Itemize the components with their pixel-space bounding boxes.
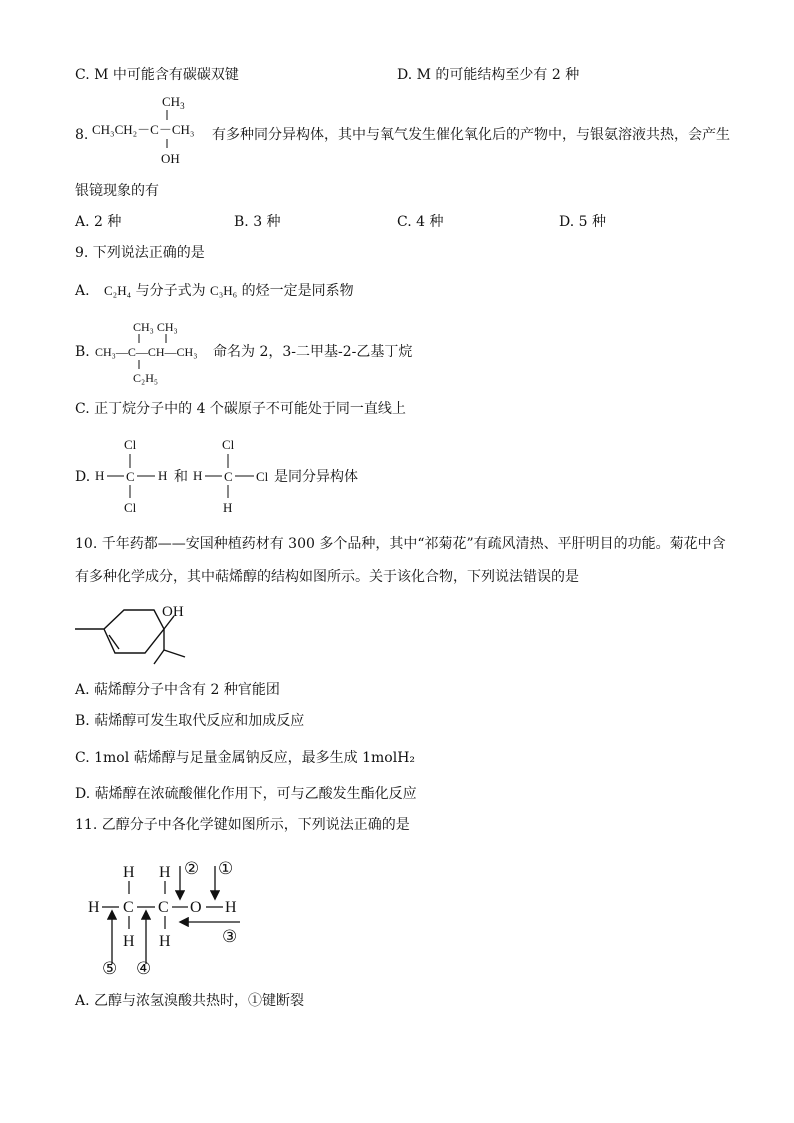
svg-text:H: H xyxy=(123,864,135,881)
q8-structural-formula xyxy=(92,90,212,170)
q9-a-mid: 与分子式为 xyxy=(135,283,206,299)
q9-a-formula1: C₂H₄ xyxy=(104,283,132,298)
svg-text:C: C xyxy=(224,469,233,484)
q8-ch3-top: $CH_3$ xyxy=(162,94,185,111)
q8-stem-line2: 银镜现象的有 xyxy=(75,183,159,199)
q8-stem-line1: 有多种同分异构体，其中与氧气发生催化氧化后的产物中，与银氨溶液共热，会产生 xyxy=(212,127,730,143)
q11-bond-label-5: ⑤ xyxy=(102,959,118,978)
q10-option-d: D. 萜烯醇在浓硫酸催化作用下，可与乙酸发生酯化反应 xyxy=(75,786,417,802)
svg-text:H: H xyxy=(123,933,135,950)
q11-bond-label-4: ④ xyxy=(136,959,152,978)
q9-option-a xyxy=(75,282,354,300)
q9-d-label: D. xyxy=(75,469,91,485)
svg-text:O: O xyxy=(190,899,202,916)
q11-bond-label-2: ② xyxy=(184,859,200,878)
svg-text:H: H xyxy=(159,933,171,950)
svg-text:H: H xyxy=(158,468,168,483)
q9-d-dichloromethane-structures xyxy=(92,432,272,518)
svg-text:H: H xyxy=(88,899,100,916)
svg-text:H: H xyxy=(159,864,171,881)
svg-text:Cl: Cl xyxy=(256,469,269,484)
q9-b-top-groups: CH₃ CH₃ xyxy=(133,320,178,334)
q9-a-tail: 的烃一定是同系物 xyxy=(241,283,354,299)
svg-text:H: H xyxy=(193,468,203,483)
q9-d-and: 和 xyxy=(174,470,188,485)
q11-bond-label-3: ③ xyxy=(222,927,238,946)
q9-b-main-chain: CH₃—C—CH—CH₃ xyxy=(95,345,198,359)
q8-number: 8. xyxy=(75,127,89,143)
svg-text:Cl: Cl xyxy=(124,437,137,452)
svg-text:H: H xyxy=(95,468,105,483)
svg-text:C: C xyxy=(126,469,135,484)
q11-option-a: A. 乙醇与浓氢溴酸共热时，①键断裂 xyxy=(75,993,305,1009)
q7-option-c: C. M 中可能含有碳碳双键 xyxy=(75,67,239,83)
q9-a-label: A. xyxy=(75,283,90,299)
q10-oh-label: OH xyxy=(162,604,184,620)
q10-stem-line2: 有多种化学成分，其中萜烯醇的结构如图所示。关于该化合物，下列说法错误的是 xyxy=(75,569,579,585)
svg-text:H: H xyxy=(223,500,233,515)
q10-option-c: C. 1mol 萜烯醇与足量金属钠反应，最多生成 1molH₂ xyxy=(75,750,416,766)
q8-main-chain: CH₃CH₂－C－CH₃ xyxy=(92,122,195,137)
q9-a-formula2: C₃H₆ xyxy=(210,283,238,298)
svg-text:C: C xyxy=(123,899,134,916)
q11-bond-label-1: ① xyxy=(218,859,234,878)
q9-b-label: B. xyxy=(75,344,90,360)
q10-terpineol-structure xyxy=(70,598,200,673)
svg-text:C: C xyxy=(158,899,169,916)
svg-text:Cl: Cl xyxy=(222,437,235,452)
q8-option-c: C. 4 种 xyxy=(397,214,444,230)
q11-stem: 11. 乙醇分子中各化学键如图所示，下列说法正确的是 xyxy=(75,817,410,833)
q10-option-a: A. 萜烯醇分子中含有 2 种官能团 xyxy=(75,682,280,698)
q7-option-d: D. M 的可能结构至少有 2 种 xyxy=(397,67,580,83)
q10-option-b: B. 萜烯醇可发生取代反应和加成反应 xyxy=(75,713,305,729)
q9-d-tail: 是同分异构体 xyxy=(274,469,358,485)
q8-oh: OH xyxy=(161,151,180,166)
q8-option-b: B. 3 种 xyxy=(234,214,281,230)
q10-stem-line1: 10. 千年药都——安国种植药材有 300 多个品种，其中“祁菊花”有疏风清热、平肝明目的功能。菊花中含 xyxy=(75,536,726,552)
q8-option-a: A. 2 种 xyxy=(75,214,122,230)
q11-ethanol-bond-diagram xyxy=(86,852,256,980)
q9-option-c: C. 正丁烷分子中的 4 个碳原子不可能处于同一直线上 xyxy=(75,401,406,417)
svg-text:H: H xyxy=(225,899,237,916)
q9-b-tail: 命名为 2，3-二甲基-2-乙基丁烷 xyxy=(213,344,413,360)
q9-b-structural-formula xyxy=(93,316,213,388)
q8-option-d: D. 5 种 xyxy=(559,214,606,230)
svg-text:Cl: Cl xyxy=(124,500,137,515)
q9-stem: 9. 下列说法正确的是 xyxy=(75,245,205,261)
q9-b-ethyl: C₂H₅ xyxy=(133,371,159,385)
